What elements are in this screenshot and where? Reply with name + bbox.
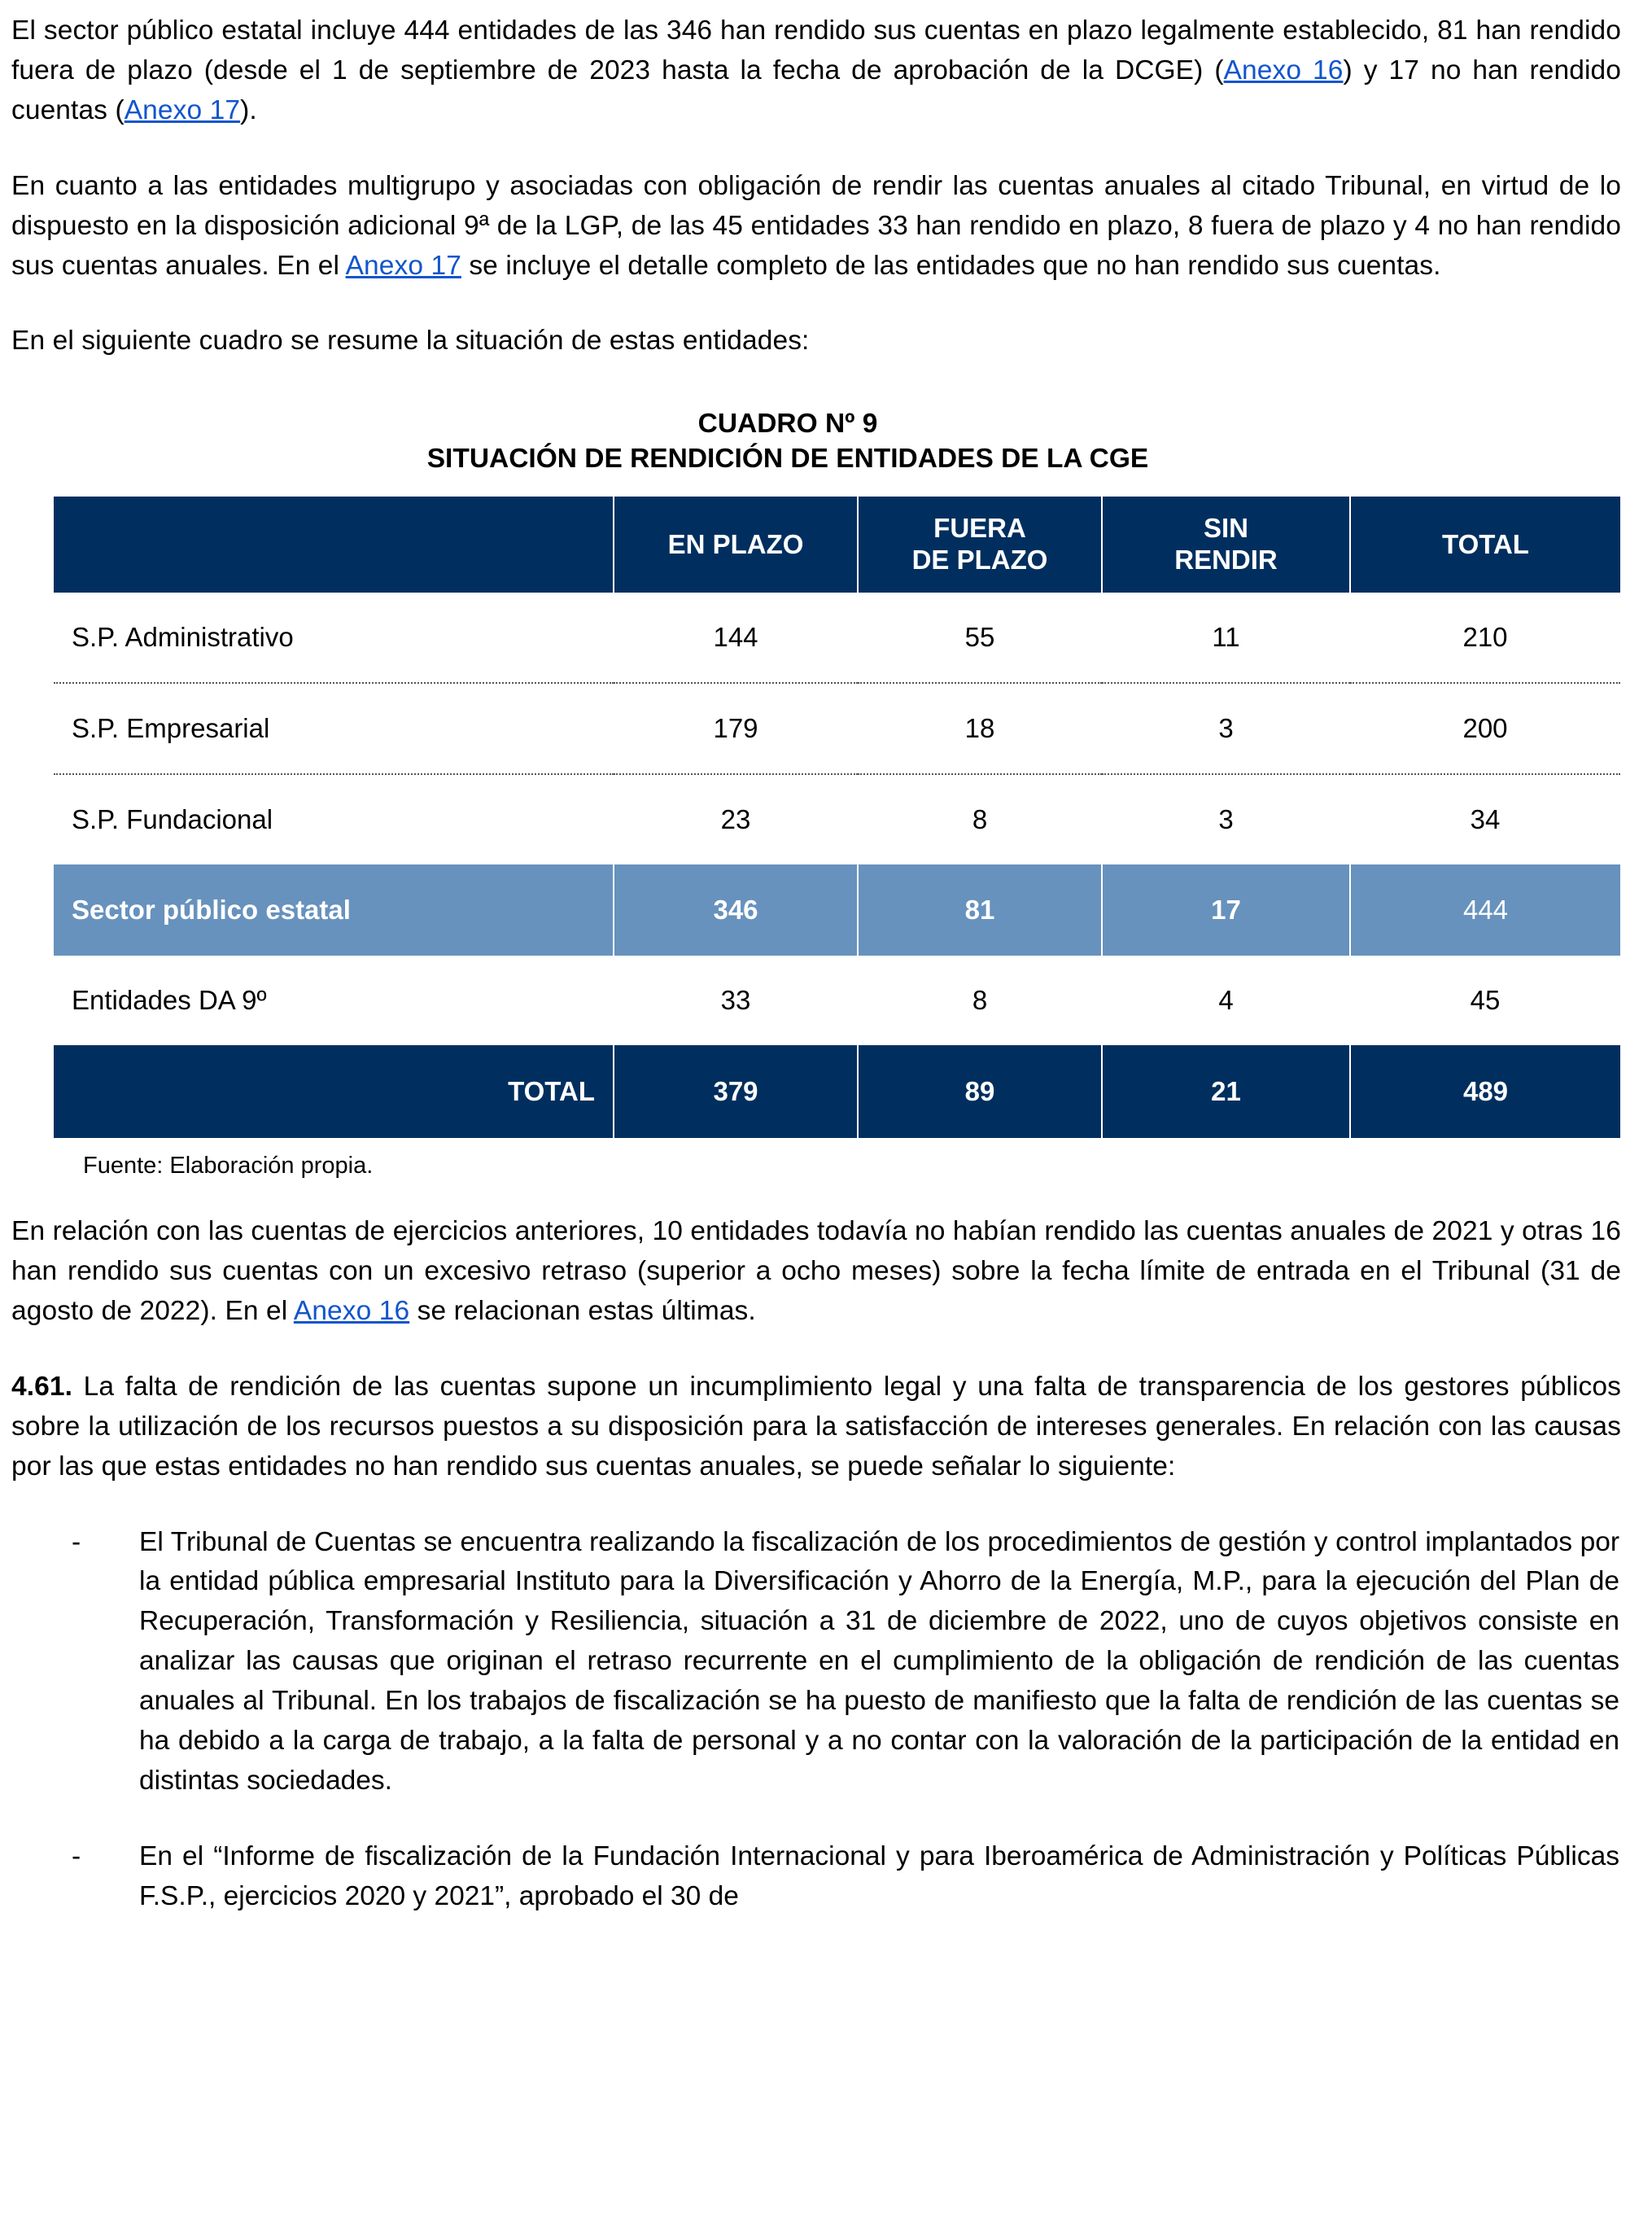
- paragraph-4: [11, 1212, 1621, 1332]
- row-label-administrativo: S.P. Administrativo: [54, 593, 614, 683]
- row-label-total: TOTAL: [54, 1045, 614, 1138]
- cell-fundacional-total: 34: [1350, 774, 1620, 864]
- cell-administrativo-fuera-de-plazo: 55: [858, 593, 1102, 683]
- cell-empresarial-fuera-de-plazo: 18: [858, 683, 1102, 774]
- cell-sector-total: 444: [1350, 864, 1620, 956]
- dash-marker-icon: -: [72, 1840, 81, 1871]
- table-row: [54, 774, 1620, 864]
- table-source-note: Fuente: Elaboración propia.: [83, 1153, 374, 1179]
- paragraph-1-text-c: ).: [240, 94, 257, 125]
- table-header-row: [54, 497, 1620, 593]
- header-en-plazo: EN PLAZO: [614, 497, 858, 593]
- cell-da9-en-plazo: 33: [614, 956, 858, 1045]
- cell-sector-en-plazo: 346: [614, 864, 858, 956]
- spacer: [11, 1179, 1621, 1212]
- paragraph-number: 4.61.: [11, 1371, 73, 1402]
- header-fuera-de-plazo: [858, 497, 1102, 593]
- table-row-highlight: [54, 864, 1620, 956]
- row-label-fundacional: S.P. Fundacional: [54, 774, 614, 864]
- table-row: [54, 956, 1620, 1045]
- header-fuera-line-1: FUERA: [933, 513, 1026, 544]
- cell-empresarial-total: 200: [1350, 683, 1620, 774]
- cuadro-9-block: [11, 407, 1621, 1179]
- cell-total-en-plazo: 379: [614, 1045, 858, 1138]
- paragraph-3: En el siguiente cuadro se resume la situación de estas entidades:: [11, 326, 810, 357]
- cell-fundacional-fuera-de-plazo: 8: [858, 774, 1102, 864]
- cell-fundacional-en-plazo: 23: [614, 774, 858, 864]
- cell-total-sin-rendir: 21: [1102, 1045, 1350, 1138]
- paragraph-2: [11, 167, 1621, 287]
- list-item: [11, 1837, 1621, 1917]
- cell-administrativo-total: 210: [1350, 593, 1620, 683]
- header-sin-line-1: SIN: [1203, 513, 1248, 544]
- paragraph-4-text-b: se relacionan estas últimas.: [409, 1295, 756, 1326]
- list-item-text: El Tribunal de Cuentas se encuentra realizando la fiscalización de los procedimientos de gestión y control implantados por la entidad pública empresarial Instituto para la Diversificación y Ahorro de la Energía, M.P., para la ejecución del Plan de Recuperación, Transformación y Resiliencia, situación a 31 de diciembre de 2022, uno de cuyos objetivos consiste en analizar las causas que originan el retraso recurrente en el cumplimiento de la obligación de rendición de las cuentas anuales al Tribunal. En los trabajos de fiscalización se ha puesto de manifiesto que la falta de rendición de las cuentas se ha debido a la carga de trabajo, a la falta de personal y a no contar con la valoración de la participación de la entidad en distintas sociedades.: [139, 1526, 1619, 1796]
- header-total: TOTAL: [1350, 497, 1620, 593]
- paragraph-1-text-b: ) y 17 no han rendido cuentas (: [11, 55, 1622, 125]
- cell-administrativo-en-plazo: 144: [614, 593, 858, 683]
- cell-da9-sin-rendir: 4: [1102, 956, 1350, 1045]
- list-item-text: En el “Informe de fiscalización de la Fundación Internacional y para Iberoamérica de Administración y Políticas Públicas F.S.P., ejercicios 2020 y 2021”, aprobado el 30 de: [139, 1840, 1619, 1911]
- cuadro-title: [11, 407, 1621, 477]
- table-row: [54, 683, 1620, 774]
- cell-fundacional-sin-rendir: 3: [1102, 774, 1350, 864]
- paragraph-2-text-b: se incluye el detalle completo de las entidades que no han rendido sus cuentas.: [461, 250, 1441, 281]
- cell-sector-fuera-de-plazo: 81: [858, 864, 1102, 956]
- header-sin-rendir: [1102, 497, 1350, 593]
- cuadro-title-line-2: SITUACIÓN DE RENDICIÓN DE ENTIDADES DE LA CGE: [426, 444, 1149, 475]
- cell-total-total: 489: [1350, 1045, 1620, 1138]
- cell-da9-total: 45: [1350, 956, 1620, 1045]
- anexo-16-link-1[interactable]: Anexo 16: [1223, 55, 1344, 85]
- header-sin-line-2: RENDIR: [1174, 545, 1278, 576]
- anexo-17-link-1[interactable]: Anexo 17: [124, 94, 241, 125]
- row-label-entidades-da9: Entidades DA 9º: [54, 956, 614, 1045]
- row-label-sector-publico-estatal: Sector público estatal: [54, 864, 614, 956]
- header-fuera-line-2: DE PLAZO: [911, 545, 1048, 576]
- cell-total-fuera-de-plazo: 89: [858, 1045, 1102, 1138]
- anexo-16-link-2[interactable]: Anexo 16: [293, 1295, 410, 1326]
- list-item: [11, 1523, 1621, 1801]
- causes-bullet-list: [11, 1523, 1621, 1917]
- paragraph-4-text-a: En relación con las cuentas de ejercicios anteriores, 10 entidades todavía no habían rendido las cuentas anuales de 2021 y otras 16 han rendido sus cuentas con un excesivo retraso (superior a ocho meses) sobre la fecha límite de entrada en el Tribunal (31 de agosto de 2022). En el: [11, 1216, 1621, 1326]
- cell-empresarial-en-plazo: 179: [614, 683, 858, 774]
- paragraph-1: [11, 11, 1621, 131]
- dash-marker-icon: -: [72, 1526, 81, 1557]
- table-row-total: [54, 1045, 1620, 1138]
- cell-empresarial-sin-rendir: 3: [1102, 683, 1350, 774]
- paragraph-1-text-a: El sector público estatal incluye 444 entidades de las 346 han rendido sus cuentas en plazo legalmente establecido, 81 han rendido fuera de plazo (desde el 1 de septiembre de 2023 hasta la fecha de aprobación de la DCGE) (: [11, 15, 1621, 85]
- cuadro-title-line-1: CUADRO Nº 9: [697, 409, 878, 440]
- situacion-rendicion-table: [54, 497, 1620, 1138]
- paragraph-2-text-a: En cuanto a las entidades multigrupo y asociadas con obligación de rendir las cuentas anuales al citado Tribunal, en virtud de lo dispuesto en la disposición adicional 9ª de la LGP, de las 45 entidades 33 han rendido en plazo, 8 fuera de plazo y 4 no han rendido sus cuentas anuales. En el: [11, 170, 1621, 281]
- anexo-17-link-2[interactable]: Anexo 17: [345, 250, 461, 281]
- cell-da9-fuera-de-plazo: 8: [858, 956, 1102, 1045]
- row-label-empresarial: S.P. Empresarial: [54, 683, 614, 774]
- cell-sector-sin-rendir: 17: [1102, 864, 1350, 956]
- table-row: [54, 593, 1620, 683]
- paragraph-4-61-text: La falta de rendición de las cuentas supone un incumplimiento legal y una falta de transparencia de los gestores públicos sobre la utilización de los recursos puestos a su disposición para la satisfacción de intereses generales. En relación con las causas por las que estas entidades no han rendido sus cuentas anuales, se puede señalar lo siguiente:: [11, 1371, 1621, 1481]
- cell-administrativo-sin-rendir: 11: [1102, 593, 1350, 683]
- header-blank-cell: [54, 497, 614, 593]
- paragraph-4-61: [11, 1368, 1621, 1487]
